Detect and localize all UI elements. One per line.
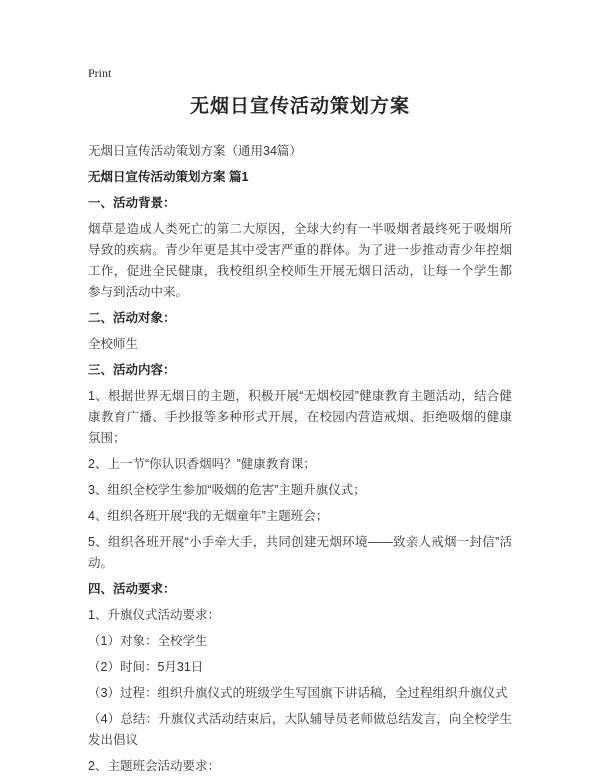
content-item-5: 5、组织各班开展“小手牵大手，共同创建无烟环境——致亲人戒烟一封信”活动。 (88, 535, 512, 570)
requirement-flag-ceremony: 1、升旗仪式活动要求： (88, 608, 220, 622)
page-title: 无烟日宣传活动策划方案 (189, 96, 410, 117)
content-item-4: 4、组织各班开展“我的无烟童年”主题班会； (88, 509, 329, 523)
content-item-2: 2、上一节“你认识香烟吗？”健康教育课； (88, 457, 316, 471)
print-button[interactable]: Print (88, 66, 112, 80)
heading-activity-background: 一、活动背景： (88, 196, 176, 210)
requirement-item-target: （1）对象：全校学生 (88, 634, 208, 648)
heading-activity-content: 三、活动内容： (88, 363, 176, 377)
requirement-class-meeting: 2、主题班会活动要求： (88, 759, 220, 773)
para-activity-background: 烟草是造成人类死亡的第二大原因，全球大约有一半吸烟者最终死于吸烟所导致的疾病。青少年更是其中受害严重的群体。为了进一步推动青少年控烟工作，促进全民健康，我校组织全校师生开展无烟日活动，让每一个学生都参与到活动中来。 (88, 222, 512, 299)
requirement-item-summary: （4）总结：升旗仪式活动结束后，大队辅导员老师做总结发言，向全校学生发出倡议 (88, 712, 512, 747)
section-title-part-1: 无烟日宣传活动策划方案 篇1 (88, 170, 249, 184)
heading-activity-target: 二、活动对象： (88, 311, 176, 325)
content-item-1: 1、根据世界无烟日的主题，积极开展“无烟校园”健康教育主题活动，结合健康教育广播、手抄报等多种形式开展，在校园内营造戒烟、拒绝吸烟的健康氛围； (88, 389, 512, 445)
heading-activity-requirements: 四、活动要求： (88, 582, 176, 596)
document-subtitle: 无烟日宣传活动策划方案（通用34篇） (88, 144, 302, 158)
para-activity-target: 全校师生 (88, 337, 139, 351)
requirement-item-process: （3）过程：组织升旗仪式的班级学生写国旗下讲话稿，全过程组织升旗仪式 (88, 686, 508, 700)
requirement-item-time: （2）时间：5月31日 (88, 660, 204, 674)
content-item-3: 3、组织全校学生参加“吸烟的危害”主题升旗仪式； (88, 483, 366, 497)
